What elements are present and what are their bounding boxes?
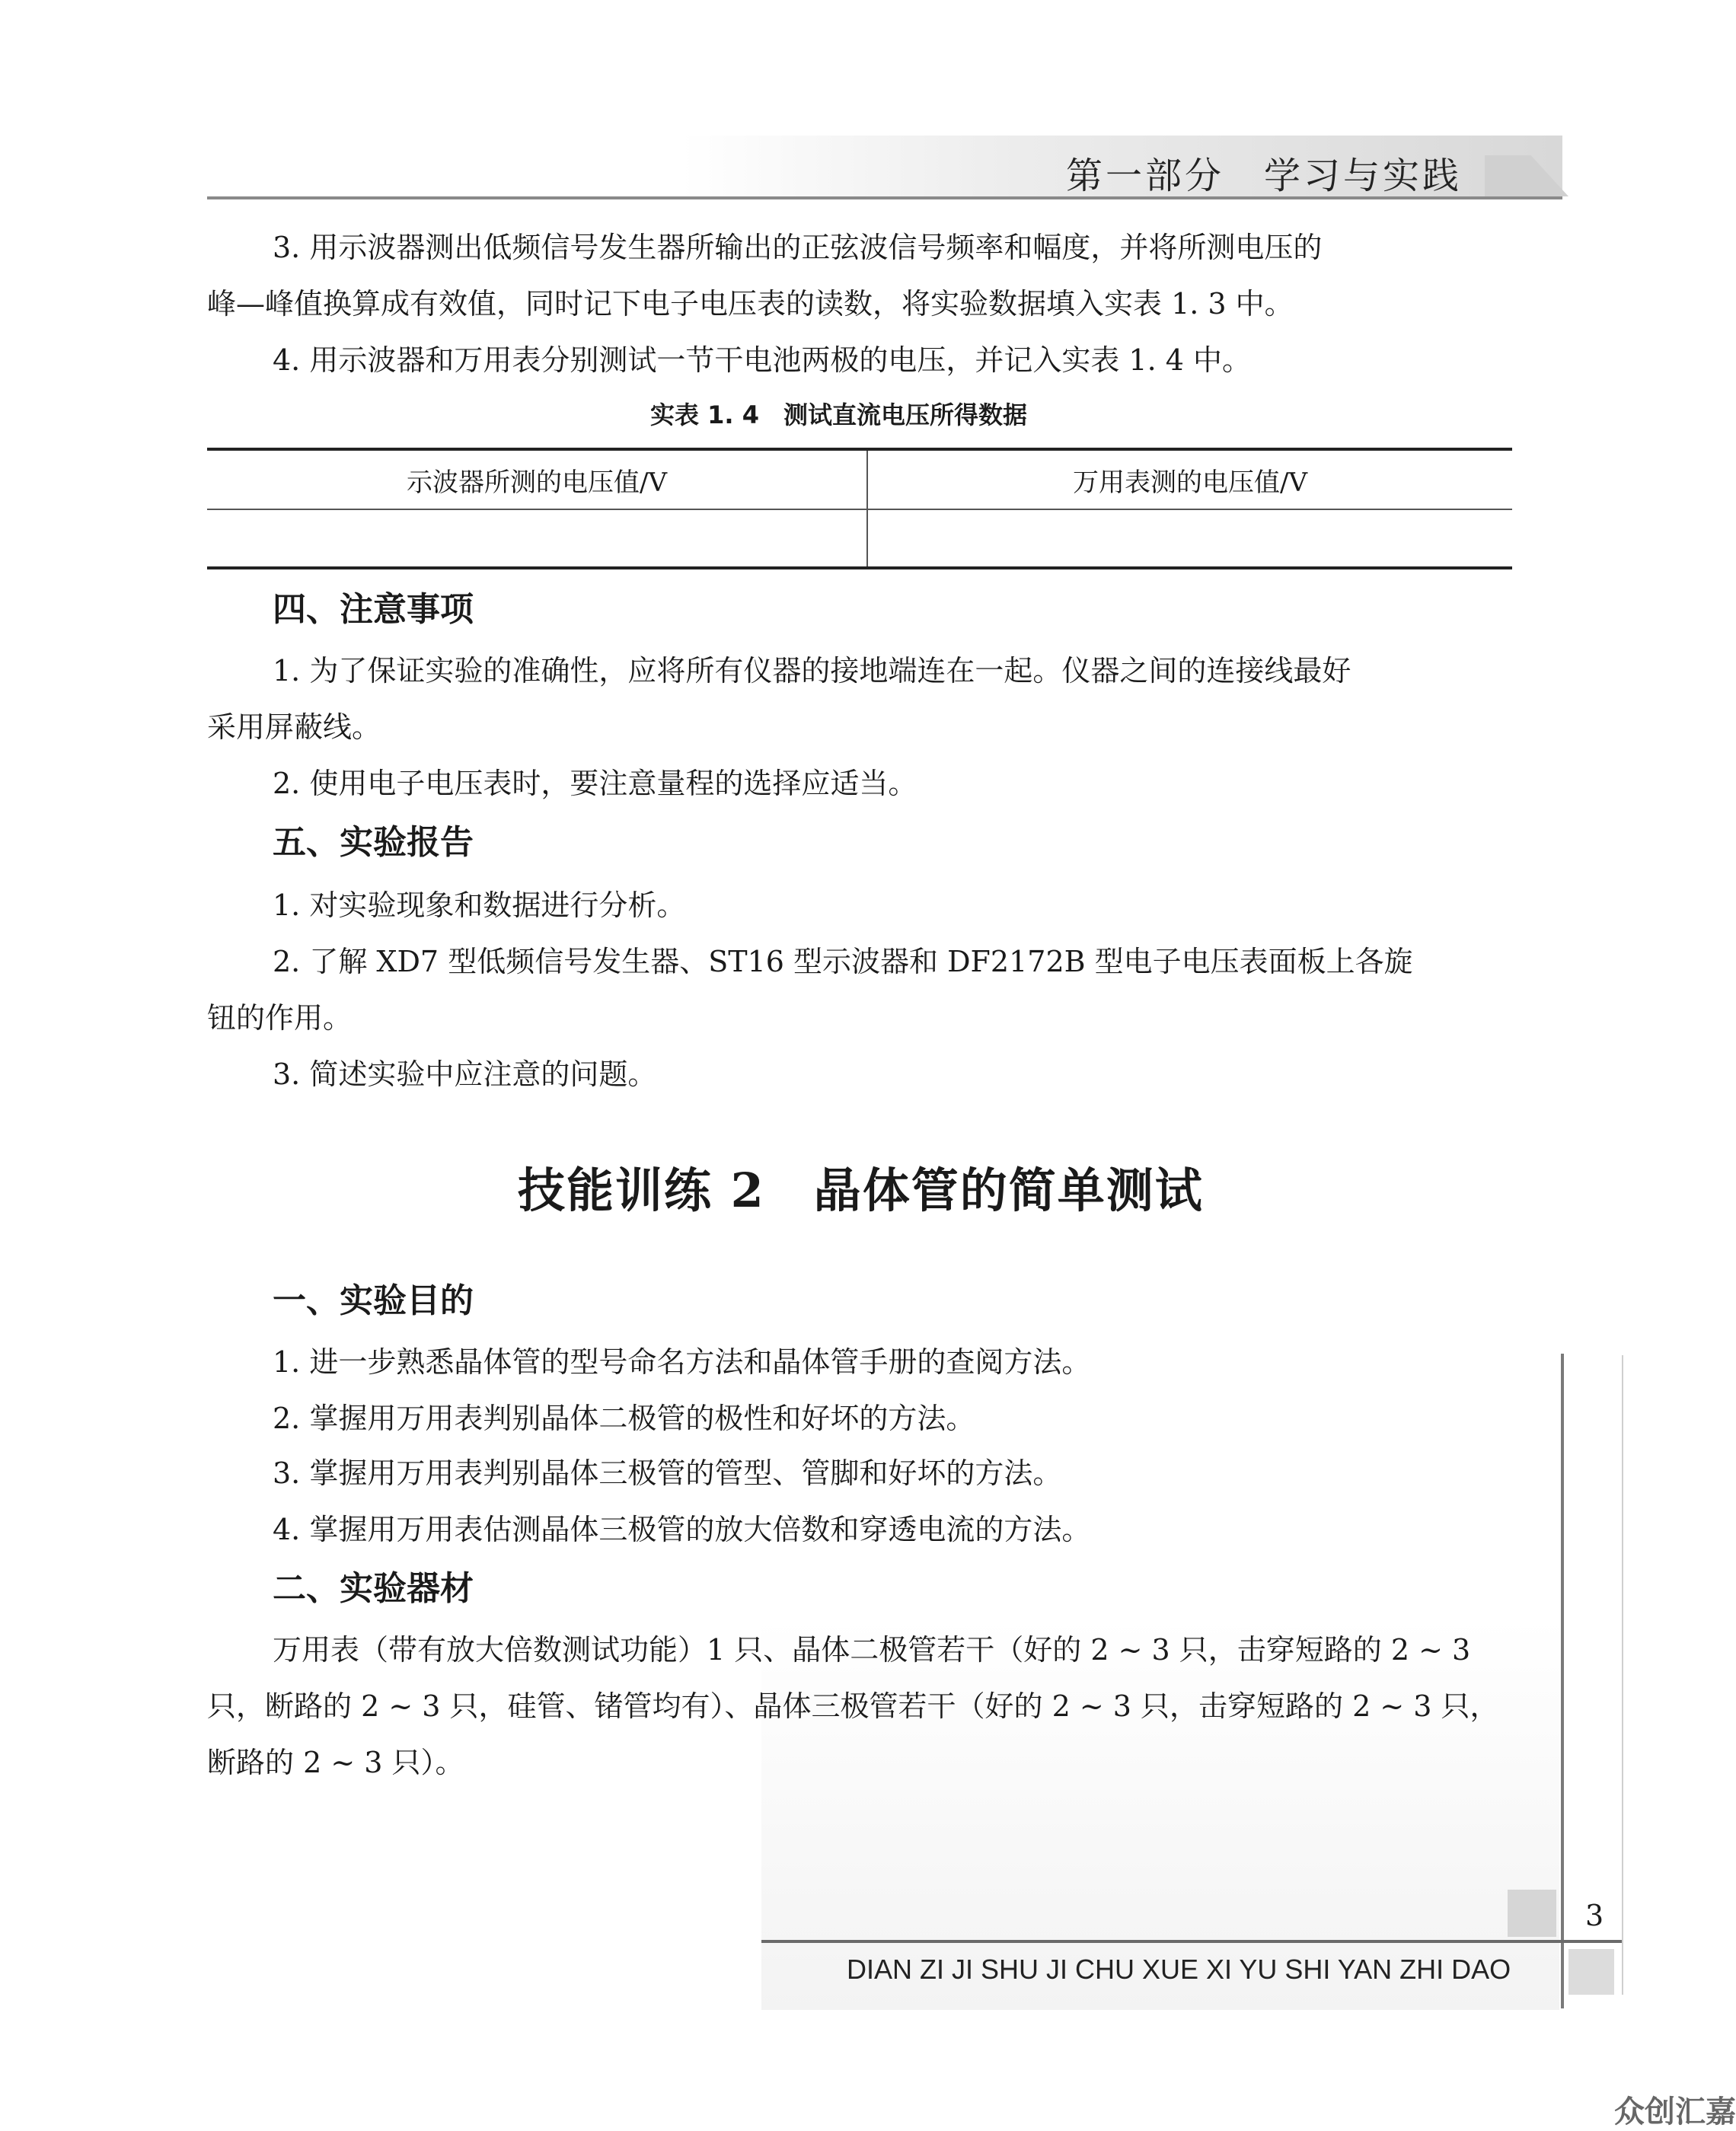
- skill-training-title: 技能训练 2 晶体管的简单测试: [518, 1163, 1204, 1218]
- purpose-item-1: 1. 进一步熟悉晶体管的型号命名方法和晶体管手册的查阅方法。: [273, 1345, 1091, 1379]
- page-number-square-decoration: [1508, 1890, 1556, 1937]
- report-item-1: 1. 对实验现象和数据进行分析。: [273, 888, 686, 922]
- report-item-3: 3. 简述实验中应注意的问题。: [273, 1058, 657, 1091]
- header-title: 第一部分 学习与实践: [1066, 155, 1463, 197]
- intro-paragraph-3-line-2: 峰—峰值换算成有效值，同时记下电子电压表的读数，将实验数据填入实表 1. 3 中。: [207, 287, 1294, 321]
- voltage-data-table: [207, 448, 1512, 569]
- intro-paragraph-3-line-1: 3. 用示波器测出低频信号发生器所输出的正弦波信号频率和幅度，并将所测电压的: [273, 231, 1323, 264]
- page-number: 3: [1585, 1899, 1604, 1932]
- equipment-line-3: 断路的 2 ~ 3 只）。: [207, 1746, 464, 1779]
- purpose-heading: 一、实验目的: [273, 1281, 474, 1320]
- equipment-line-1: 万用表（带有放大倍数测试功能）1 只、晶体二极管若干（好的 2 ~ 3 只，击穿短路的 2 ~ 3: [273, 1633, 1471, 1667]
- equipment-heading: 二、实验器材: [273, 1569, 474, 1608]
- notes-item-2: 2. 使用电子电压表时，要注意量程的选择应适当。: [273, 767, 917, 800]
- table-header-row: [207, 449, 1512, 509]
- report-item-2-line-1: 2. 了解 XD7 型低频信号发生器、ST16 型示波器和 DF2172B 型电子电压表面板上各旋: [273, 945, 1413, 978]
- footer-rule: [761, 1940, 1622, 1943]
- purpose-item-2: 2. 掌握用万用表判别晶体二极管的极性和好坏的方法。: [273, 1402, 975, 1435]
- table-cell-multimeter-voltage: [867, 509, 1512, 568]
- watermark-text: 众创汇嘉: [1614, 2094, 1736, 2129]
- equipment-line-2: 只，断路的 2 ~ 3 只，硅管、锗管均有）、晶体三极管若干（好的 2 ~ 3 只，击穿短路的 2 ~ 3 只，: [207, 1689, 1499, 1723]
- intro-paragraph-4: 4. 用示波器和万用表分别测试一节干电池两极的电压，并记入实表 1. 4 中。: [273, 343, 1252, 377]
- notes-heading: 四、注意事项: [273, 590, 474, 629]
- notes-item-1-line-2: 采用屏蔽线。: [207, 710, 381, 744]
- footer-book-title: DIAN ZI JI SHU JI CHU XUE XI YU SHI YAN ZHI DAO: [847, 1954, 1511, 1985]
- purpose-item-3: 3. 掌握用万用表判别晶体三极管的管型、管脚和好坏的方法。: [273, 1456, 1062, 1490]
- report-item-2-line-2: 钮的作用。: [207, 1001, 353, 1035]
- report-heading: 五、实验报告: [273, 823, 474, 862]
- footer-square-decoration: [1568, 1949, 1614, 1995]
- table-cell-oscilloscope-voltage: [207, 509, 867, 568]
- table-caption: 实表 1. 4 测试直流电压所得数据: [650, 400, 1027, 429]
- side-vertical-line: [1561, 1354, 1564, 2008]
- table-row: [207, 509, 1512, 568]
- side-vertical-line-light: [1622, 1355, 1623, 1995]
- table-header-multimeter-voltage: 万用表测的电压值/V: [867, 449, 1512, 509]
- table-header-oscilloscope-voltage: 示波器所测的电压值/V: [207, 449, 867, 509]
- purpose-item-4: 4. 掌握用万用表估测晶体三极管的放大倍数和穿透电流的方法。: [273, 1513, 1091, 1546]
- notes-item-1-line-1: 1. 为了保证实验的准确性，应将所有仪器的接地端连在一起。仪器之间的连接线最好: [273, 654, 1351, 687]
